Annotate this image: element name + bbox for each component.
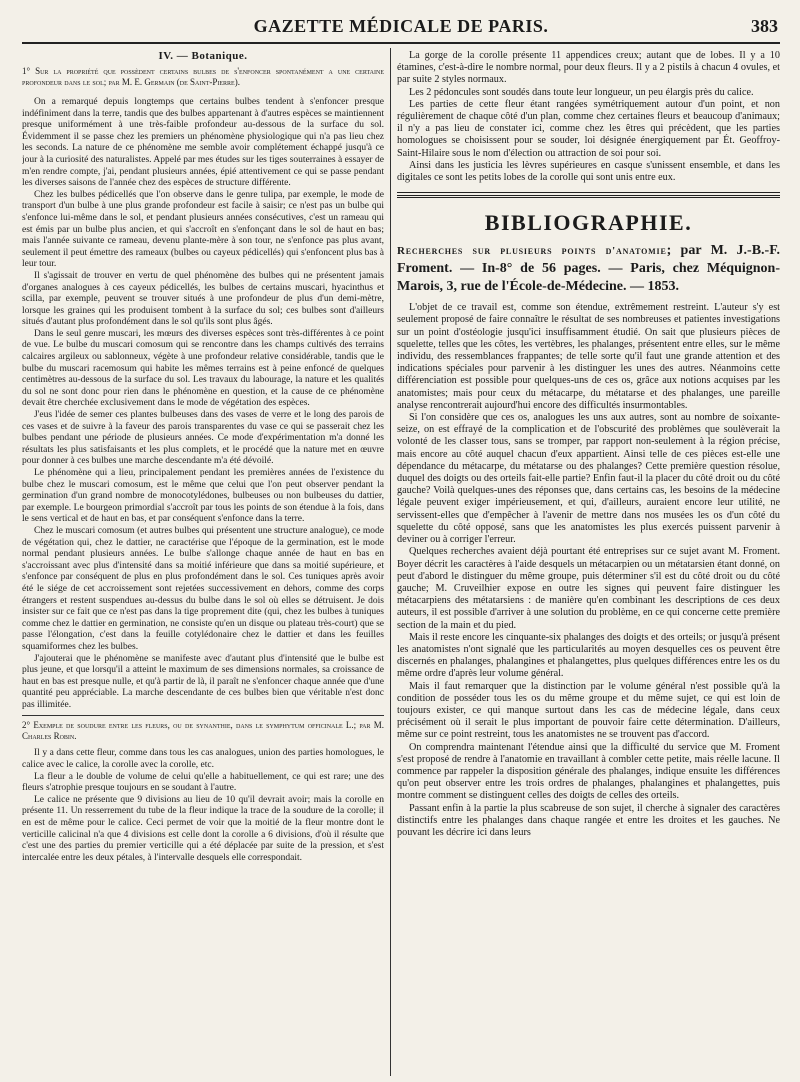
newspaper-page xyxy=(22,0,780,1082)
article-1-paragraph: Le phénomène qui a lieu, principalement pendant les premières années de l'existence du bulbe chez le muscari comosum, est le même que celui que l'on peut observer pendant la germination d'un grand nombre de monocotylédones, bulbeuses ou non bulbeuses du dattier, par exemple. Le bourgeon primordial s'accroît par tous les points de son étendue à la fois, dans le sens vertical et de haut en bas, et par conséquent s'enfonce dans la terre. xyxy=(22,468,384,525)
article-2-paragraph: La fleur a le double de volume de celui qu'elle a habituellement, ce qui est rare; une des fleurs s'atrophie presque toujours en se soudant à l'autre. xyxy=(22,771,384,794)
review-paragraph: L'objet de ce travail est, comme son étendue, extrêmement restreint. L'auteur s'y est seulement proposé de faire connaître le résultat de ses nombreuses et patientes investigations sur un point d'ostéologie jusqu'ici insuffisamment étudié. On sait que plusieurs pièces de squelette, telles que les côtes, les vertèbres, les phalanges, présentent entre elles, sur le même individu, des ressemblances frappantes; de telle sorte qu'il faut une grande attention et des indications spéciales pour parvenir à les distinguer les unes des autres. Néanmoins cette différenciation est possible pour quelques-uns de ces os, grâce aux notions acquises par les anatomistes; mais pour ceux du métacarpe, du métatarse et des phalanges, une pareille analyse rencontrerait aujourd'hui encore des difficultés insurmontables. xyxy=(397,302,780,411)
running-head xyxy=(22,12,780,44)
page-number: 383 xyxy=(751,16,778,36)
article-1-paragraph: Chez les bulbes pédicellés que l'on observe dans le genre tulipa, par exemple, le mode de transport d'un bulbe à une plus grande profondeur est facile à saisir; ce n'est pas un bulbe qui s'enfonce lui-même dans le sol, et pendant plusieurs années consécutives, c'est un rameau qui est émis par un bulbe plus ancien, et qui s'accroît en s'enfonçant dans le sol de haut en bas; mais l'année suivante ce rameau, devenu plante-mère à son tour, ne s'enfonce pas plus avant, seulement il peut émettre des rameaux (bulbes ou cayeux pédicellés) qui s'enfoncent plus bas à leur tour. xyxy=(22,189,384,270)
left-column xyxy=(22,50,384,1076)
bibliography-entry-details: ; par M. J.-B.-F. Froment. — In-8° de 56 pages. — Paris, chez Méquignon-Marois, 3, rue de l'École-de-Médecine. — 1853. xyxy=(397,243,780,295)
article-1-paragraph: Chez le muscari comosum (et autres bulbes qui présentent une structure analogue), ce mode de végétation qui, chez le dattier, ne caractérise que l'époque de la germination, est le mode normal pendant plusieurs années. Le bulbe s'allonge chaque année de haut en bas en s'accroissant avec plus d'intensité dans sa moitié inférieure que dans sa moitié supérieure, et s'enfonce par conséquent de plus en plus profondément dans le sol. Ces tuniques après avoir été le siége de cet accroissement sont rejetées successivement en dehors, comme des corps étrangers et restent suspendues au-dessus du bulbe dans le sol où elles se détruisent. Je dois insister sur ce fait que ce n'est pas dans la tige proprement dite (qui, chez les bulbes à tuniques comme chez le dattier en germination, ne consiste qu'en un disque ou plateau très-court) que se passe l'élongation, c'est dans la feuille cotylédonaire chez le dattier et dans les feuilles squamiformes chez les bulbes. xyxy=(22,525,384,652)
review-paragraph: Mais il reste encore les cinquante-six phalanges des doigts et des orteils; or jusqu'à présent les anatomistes n'ont signalé que les particularités au moyen desquelles ces os peuvent être discernés en phalanges, phalangines et phalangettes, plus quelques différences entre les os du même ordre d'après leur volume général. xyxy=(397,631,780,680)
article-2-paragraph: Le calice ne présente que 9 divisions au lieu de 10 qu'il devrait avoir; mais la corolle en présente 11. Un resserrement du tube de la fleur indique la trace de la soudure de la corolle; il en est de même pour le calice. Ceci permet de voir que la moitié de la fleur montre dont le verticille calicinal n'a que 4 divisions est celle dont la corolle a 6 divisions, d'où il résulte que c'est une des parties du premier verticille qui a été déplacée par suite de la pression, et s'est intercalée entre les deux pétales, à l'intervalle desquels elle correspondait. xyxy=(22,794,384,863)
bibliography-heading: BIBLIOGRAPHIE. xyxy=(484,210,693,236)
article-2-continued-paragraph: Ainsi dans les justicia les lèvres supérieures en casque s'unissent ensemble, et dans les digitales ce sont les petits lobes de la corolle qui sont unis entre eux. xyxy=(397,159,780,184)
section-heading: IV. — Botanique. xyxy=(158,50,248,62)
article-2-continued-paragraph: Les parties de cette fleur étant rangées symétriquement autour d'un point, et non régulièrement de chaque côté d'un plan, comme chez certaines fleurs et beaucoup d'animaux; il n'y a pas lieu de constater ici, comme chez les êtres qui précèdent, que les parties homologues se choisissent pour se souder, loi désignée énergiquement par Ét. Geoffroy-Saint-Hilaire sous le nom d'élection ou attraction de soi pour soi. xyxy=(397,98,780,159)
article-2-continued-paragraph: La gorge de la corolle présente 11 appendices creux; autant que de lobes. Il y a 10 étamines, c'est-à-dire le nombre normal, pour deux fleurs. Il y a 2 pistils à chacun 4 ovules, et par suite 2 styles normaux. xyxy=(397,50,780,86)
bibliography-entry xyxy=(397,242,780,296)
article-1-paragraph: Dans le seul genre muscari, les mœurs des diverses espèces sont très-différentes à ce point de vue. Le bulbe du muscari comosum qui se rencontre dans les champs cultivés des terrains calcaires argileux ou sablonneux, végète à une profondeur relative considérable, tandis que le bulbe du muscari racemosum qui habite les mêmes terrains est à peine enfoncé de quelques centimètres au-dessous de la surface du sol. Les travaux du labourage, la nature et les qualités du sol ne sont donc pour rien dans le phénomène en question, et la cause de ce phénomène devait être cherchée exclusivement dans le mode de végétation des espèces. xyxy=(22,328,384,409)
review-paragraph: Mais il faut remarquer que la distinction par le volume général n'est possible qu'à la condition de posséder tous les os du même groupe et du même sujet, ce qui est loin de toujours exister, ce qui manque surtout dans les cas de médecine légale, dans ceux précisément où il serait le plus important de pouvoir faire cette détermination. D'ailleurs, même sur ce point restreint, tous les anatomistes ne se trouvent pas d'accord. xyxy=(397,680,780,741)
article-2-continued-paragraph: Les 2 pédoncules sont soudés dans toute leur longueur, un peu élargis près du calice. xyxy=(409,86,754,98)
review-paragraph: On comprendra maintenant l'étendue ainsi que la difficulté du service que M. Froment s'est proposé de rendre à l'anatomie en travaillant à combler cette petite, mais réelle lacune. Il commence par rappeler la disposition générale des phalanges, indique ensuite les différences qu'on peut observer entre les trois ordres de phalanges, phalangines et phalangettes, puis montre comment se distinguent celles des doigts de celles des orteils. xyxy=(397,741,780,802)
journal-title: GAZETTE MÉDICALE DE PARIS. xyxy=(253,16,549,36)
article-1-paragraph: Il s'agissait de trouver en vertu de quel phénomène des bulbes qui ne présentent jamais d'organes analogues à ces cayeux pédicellés, les bulbes de certains muscari, hyacinthus et scilla, par exemple, peuvent se trouver situés à une profondeur de plus d'un demi-mètre, lorsque les graines qui les produisent tombent à la surface du sol; ces bulbes sont d'ailleurs situés d'autant plus profondément dans le sol qu'ils sont plus âgés. xyxy=(22,270,384,328)
review-paragraph: Passant enfin à la partie la plus scabreuse de son sujet, il cherche à signaler des caractères distinctifs entre les phalanges dans chaque rangée et entre les droites et les gauches. Ne pouvant les décrire ici dans leurs xyxy=(397,802,780,838)
article-1-paragraph: J'eus l'idée de semer ces plantes bulbeuses dans des vases de verre et le long des parois de ces vases et de suivre à la faveur des parois transparentes du vase ce qui se passerait chez les bulbes pendant une période de plusieurs années. Ce mode d'expérimentation m'a donné les résultats les plus satisfaisants et les plus complets, et le procédé que la nature met en œuvre pour donner à ces bulbes une marche descendante m'a été dévoilé. xyxy=(22,410,384,467)
article-1-title: 1° Sur la propriété que possèdent certains bulbes de s'enfoncer spontanément a une certaine profondeur dans le sol; par M. E. Germain (de Saint-Pierre). xyxy=(22,66,384,87)
review-paragraph: Si l'on considère que ces os, analogues les uns aux autres, sont au nombre de soixante-seize, on est effrayé de la complication et de l'obscurité des problèmes que soulèverait la volonté de les classer tous, sans se tromper, par rapport non-seulement à la région précise, mais encore au côté auquel chacun d'eux appartient. Ainsi telle de ces pièces est-elle une dépendance du métacarpe, du métatarse ou des phalanges? Cette première question résolue, duquel des doigts ou des orteils fait-elle partie? Enfin faut-il la placer du côté droit ou du côté gauche? Voilà quelques-unes des réponses que, dans certains cas, les besoins de la médecine légale peuvent exiger impérieusement, et qui, d'ailleurs, auraient encore leur utilité, ne servissent-elles que d'empêcher à l'avenir de mettre dans nos musées les os d'un côté du squelette du côté opposé, sans que les anatomistes les plus exercés puissent parvenir à deviner ou à corriger l'erreur. xyxy=(397,412,780,546)
column-divider xyxy=(390,48,391,1076)
right-column xyxy=(397,50,780,1076)
article-2-paragraph: Il y a dans cette fleur, comme dans tous les cas analogues, union des parties homologues, le calice avec le calice, la corolle avec la corolle, etc. xyxy=(22,748,384,771)
article-1-paragraph: J'ajouterai que le phénomène se manifeste avec d'autant plus d'intensité que le bulbe est plus jeune, et que lorsqu'il a atteint le maximum de ses dimensions normales, sa croissance de haut en bas est presque nulle, et qu'à partir de là, il paraît ne s'enfoncer chaque année que d'une quantité peu appréciable. La marche descendante de ces bulbes bien que véritable n'est donc pas illimitée. xyxy=(22,653,384,710)
section-rule xyxy=(397,192,780,198)
bibliography-entry-title: Recherches sur plusieurs points d'anatomie xyxy=(397,245,667,258)
article-2-title: 2° Exemple de soudure entre les fleurs, ou de synanthie, dans le symphytum officinale L.; par M. Charles Robin. xyxy=(22,720,384,742)
article-1-paragraph: On a remarqué depuis longtemps que certains bulbes tendent à s'enfoncer presque indéfiniment dans la terre, tandis que des bulbes appartenant à d'autres espèces se maintiennent presque uniformément à une très-faible profondeur au-dessous de la surface du sol. Évidemment il se passe chez les premiers un phénomène physiologique qui n'a pas lieu chez les seconds. La nature de ce phénomène me semble avoir complétement échappé jusqu'à ce jour à la curiosité des naturalistes. Appelé par mes études sur les tiges souterraines à essayer de m'en rendre compte, j'ai, pendant plusieurs années, épié attentivement ce qui se passe pendant les diverses saisons de l'année chez des espèces de structure différente. xyxy=(22,97,384,189)
article-separator xyxy=(22,715,384,716)
review-paragraph: Quelques recherches avaient déjà pourtant été entreprises sur ce sujet avant M. Froment. Boyer décrit les caractères à l'aide desquels un métacarpien ou un métatarsien étant donné, on peut d'abord le distinguer du même groupe, puis déterminer s'il est du côté droit ou du côté gauche; M. Cruveilhier expose en outre les signes qui peuvent faire distinguer les métacarpiens des métatarsiens : de manière qu'en combinant les descriptions de ces deux auteurs, il est possible d'arriver à une solution du problème, en ce qui concerne cette première section de la main et du pied. xyxy=(397,546,780,631)
